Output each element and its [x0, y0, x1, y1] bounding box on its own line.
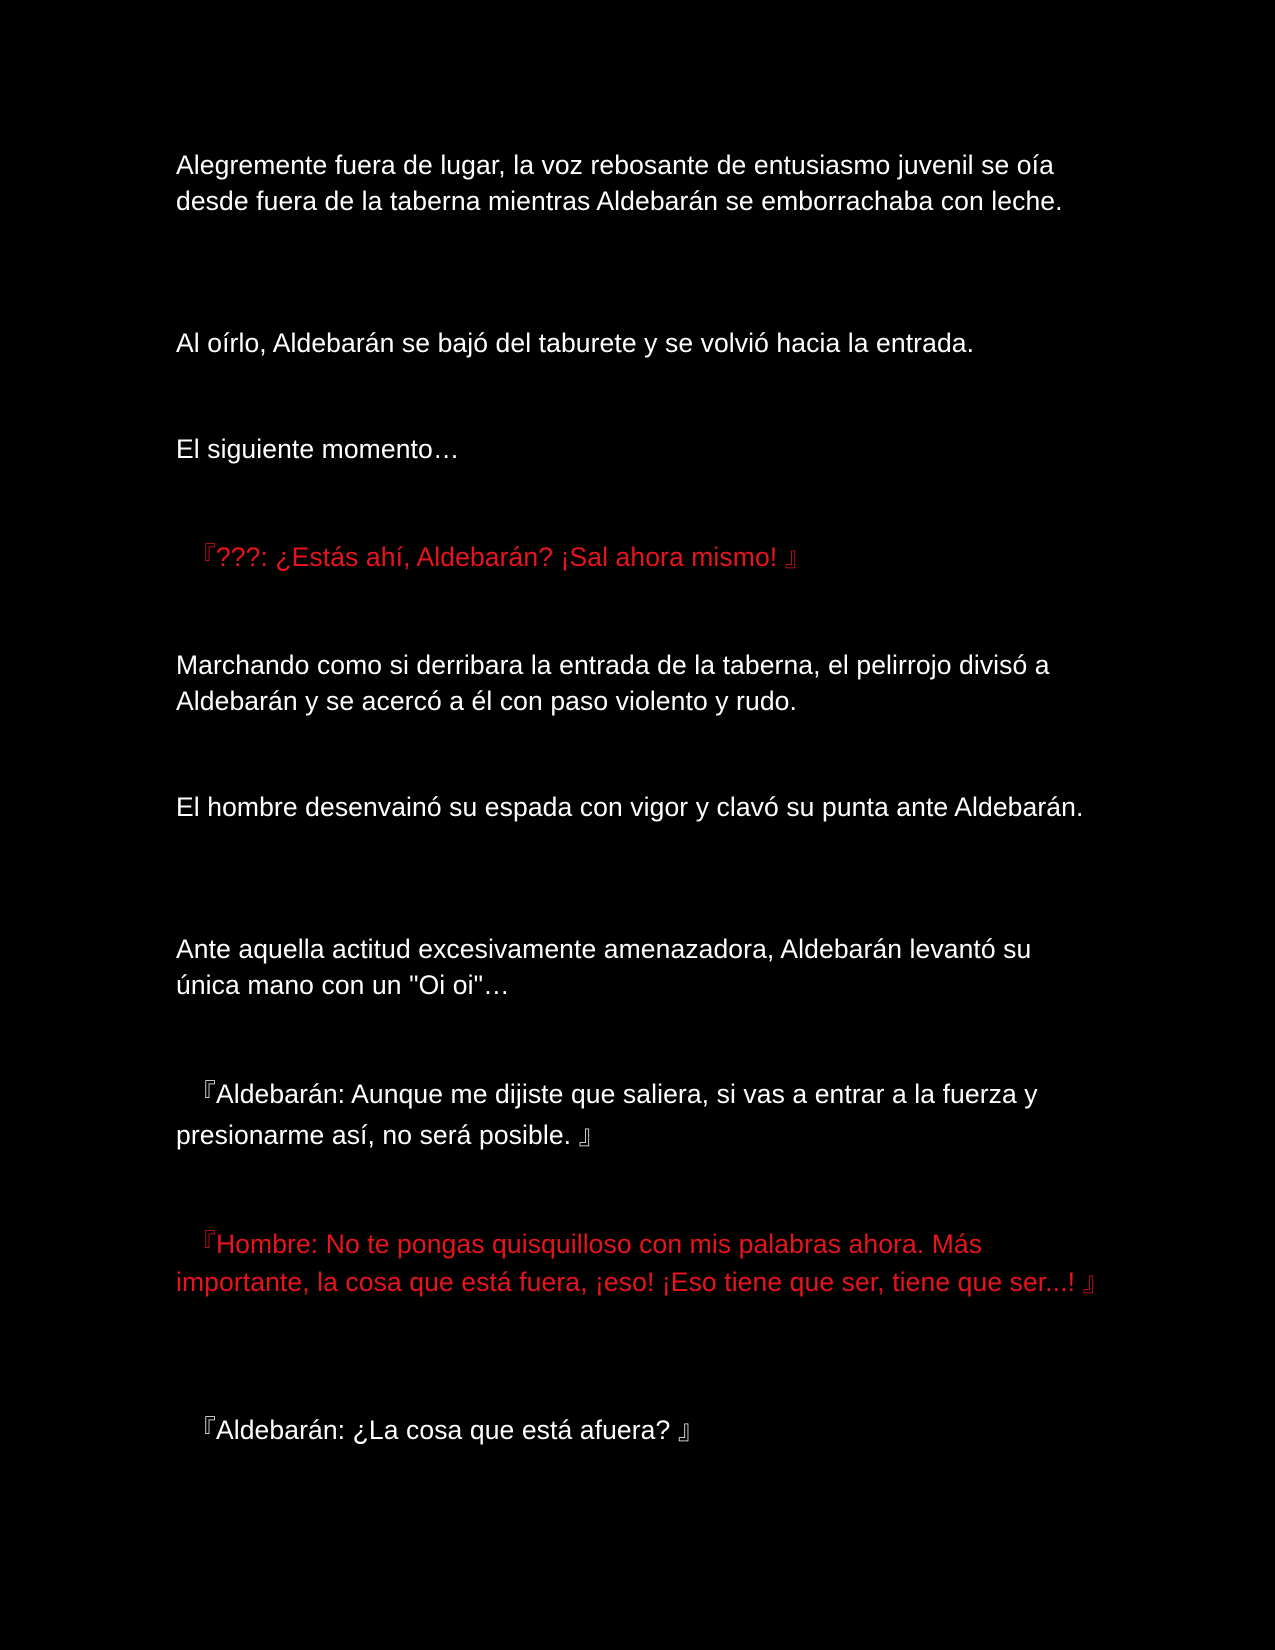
- paragraph-dialogue-hombre: 『Hombre: No te pongas quisquilloso con mis palabras ahora. Más importante, la cosa que está fuera, ¡eso! ¡Eso tiene que ser, tiene que ser...! 』: [176, 1229, 1110, 1297]
- paragraph-narration: Alegremente fuera de lugar, la voz rebosante de entusiasmo juvenil se oía desde fuera de la taberna mientras Aldebarán se emborrachaba con leche.: [176, 150, 1063, 216]
- paragraph-dialogue-unknown: 『???: ¿Estás ahí, Aldebarán? ¡Sal ahora mismo! 』: [176, 542, 812, 572]
- paragraph-narration: Ante aquella actitud excesivamente amenazadora, Aldebarán levantó su única mano con un "Oi oi"…: [176, 934, 1032, 1000]
- paragraph-narration: El siguiente momento…: [176, 434, 460, 464]
- paragraph-narration: Marchando como si derribara la entrada de la taberna, el pelirrojo divisó a Aldebarán y se acercó a él con paso violento y rudo.: [176, 650, 1050, 716]
- paragraph-narration: El hombre desenvainó su espada con vigor y clavó su punta ante Aldebarán.: [176, 792, 1084, 822]
- paragraph-narration: Al oírlo, Aldebarán se bajó del taburete y se volvió hacia la entrada.: [176, 328, 975, 358]
- paragraph-dialogue-aldebaran: 『Aldebarán: ¿La cosa que está afuera? 』: [176, 1415, 705, 1445]
- paragraph-dialogue-aldebaran: 『Aldebarán: Aunque me dijiste que saliera, si vas a entrar a la fuerza y presionarme así, no será posible. 』: [176, 1079, 1038, 1150]
